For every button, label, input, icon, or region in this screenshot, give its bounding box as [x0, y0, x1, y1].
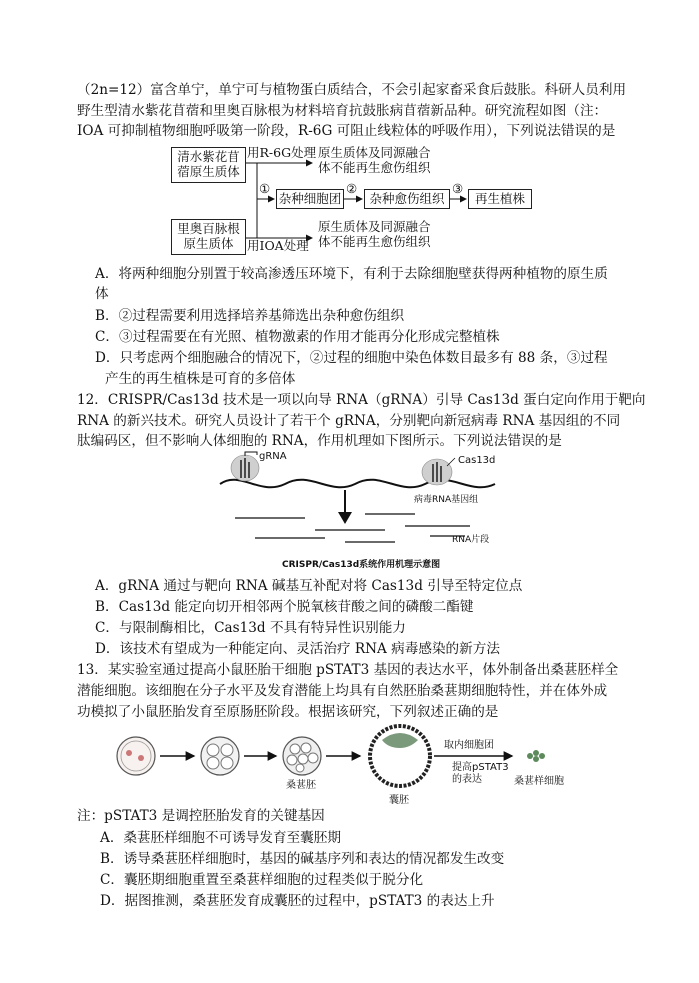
q11-option-d: D．只考虑两个细胞融合的情况下，②过程的细胞中染色体数目最多有 88 条，③过程 — [95, 350, 608, 366]
q11-line-1: （2n=12）富含单宁，单宁可与植物蛋白质结合，不会引起家畜采食后鼓胀。科研人员利用 — [77, 82, 627, 98]
q13-line-1: 13．某实验室通过提高小鼠胚胎干细胞 pSTAT3 基因的表达水平，体外制备出桑葚胚样全 — [77, 662, 619, 678]
raise-pstat3-label-2: 的表达 — [452, 774, 482, 785]
q13-note: 注：pSTAT3 是调控胚胎发育的关键基因 — [77, 808, 325, 824]
box-hybrid-cells: 杂种细胞团 — [276, 189, 344, 209]
q11-option-d-cont: 产生的再生植株是可育的多倍体 — [105, 371, 296, 387]
cas13d-label: Cas13d — [458, 455, 496, 466]
take-icm-label: 取内细胞团 — [444, 740, 494, 751]
q13-line-2: 潜能细胞。该细胞在分子水平及发育潜能上均具有自然胚胎桑葚期细胞特性，并在体外成 — [77, 683, 608, 699]
blastocyst-label: 囊胚 — [389, 795, 409, 806]
step-2-label: ② — [346, 181, 358, 196]
q13-option-a: A．桑葚胚样细胞不可诱导发育至囊胚期 — [100, 830, 341, 846]
q12-line-2: RNA 的新兴技术。研究人员设计了若干个 gRNA，分别靶向新冠病毒 RNA 基因组的不同 — [77, 413, 621, 429]
step-1-label: ① — [259, 181, 271, 196]
result-bottom-label: 原生质体及同源融合体不能再生愈伤组织 — [318, 219, 431, 249]
viral-genome-label: 病毒RNA基因组 — [414, 495, 479, 505]
box-regenerated-plant: 再生植株 — [468, 189, 532, 209]
q12-option-a: A．gRNA 通过与靶向 RNA 碱基互补配对将 Cas13d 引导至特定位点 — [95, 578, 523, 594]
q11-option-a-cont: 体 — [95, 286, 109, 302]
q13-option-d: D．据图推测，桑葚胚发育成囊胚的过程中，pSTAT3 的表达上升 — [100, 893, 495, 909]
q11-option-a: A．将两种细胞分别置于较高渗透压环境下，有利于去除细胞壁获得两种植物的原生质 — [95, 266, 608, 282]
figure-caption: CRISPR/Cas13d系统作用机理示意图 — [282, 560, 441, 570]
box-hybrid-callus: 杂种愈伤组织 — [364, 189, 450, 209]
grna-label: gRNA — [259, 451, 287, 462]
box-lotus-protoplast: 里奥百脉根原生质体 — [171, 219, 246, 255]
step-3-label: ③ — [452, 181, 464, 196]
raise-pstat3-label: 提高pSTAT3 — [452, 762, 509, 773]
morula-label: 桑葚胚 — [286, 780, 316, 791]
q12-option-b: B．Cas13d 能定向切开相邻两个脱氧核苷酸之间的磷酸二酯键 — [95, 599, 474, 615]
q11-line-3: IOA 可抑制植物细胞呼吸第一阶段，R-6G 可阻止线粒体的呼吸作用），下列说法错误的是 — [77, 123, 616, 139]
q11-option-b: B．②过程需要利用选择培养基筛选出杂种愈伤组织 — [95, 308, 405, 324]
q13-option-c: C．囊胚期细胞重置至桑葚样细胞的过程类似于脱分化 — [100, 872, 424, 888]
q12-line-1: 12．CRISPR/Cas13d 技术是一项以向导 RNA（gRNA）引导 Cas13d 蛋白定向作用于靶向 — [77, 392, 646, 408]
q11-option-c: C．③过程需要在有光照、植物激素的作用才能再分化形成完整植株 — [95, 329, 500, 345]
q12-option-c: C．与限制酶相比，Cas13d 不具有特异性识别能力 — [95, 620, 406, 636]
q13-line-3: 功模拟了小鼠胚胎发育至原肠胚阶段。根据该研究，下列叙述正确的是 — [77, 704, 499, 720]
q11-line-2: 野生型清水紫花苜蓿和里奥百脉根为材料培育抗鼓胀病苜蓿新品种。研究流程如图（注： — [77, 103, 608, 119]
q13-option-b: B．诱导桑葚胚样细胞时，基因的碱基序列和表达的情况都发生改变 — [100, 851, 505, 867]
q12-option-d: D．该技术有望成为一种能定向、灵活治疗 RNA 病毒感染的新方法 — [95, 641, 500, 657]
morula-like-cells-label: 桑葚样细胞 — [514, 776, 564, 787]
box-alfalfa-protoplast: 清水紫花苜蓿原生质体 — [171, 147, 246, 183]
treat-ioa-label: 用IOA处理 — [247, 238, 309, 253]
q12-line-3: 肽编码区，但不影响人体细胞的 RNA，作用机理如下图所示。下列说法错误的是 — [77, 433, 562, 449]
result-top-label: 原生质体及同源融合体不能再生愈伤组织 — [318, 145, 431, 175]
rna-fragments-label: RNA片段 — [452, 535, 490, 545]
treat-r6g-label: 用R-6G处理 — [247, 145, 317, 160]
